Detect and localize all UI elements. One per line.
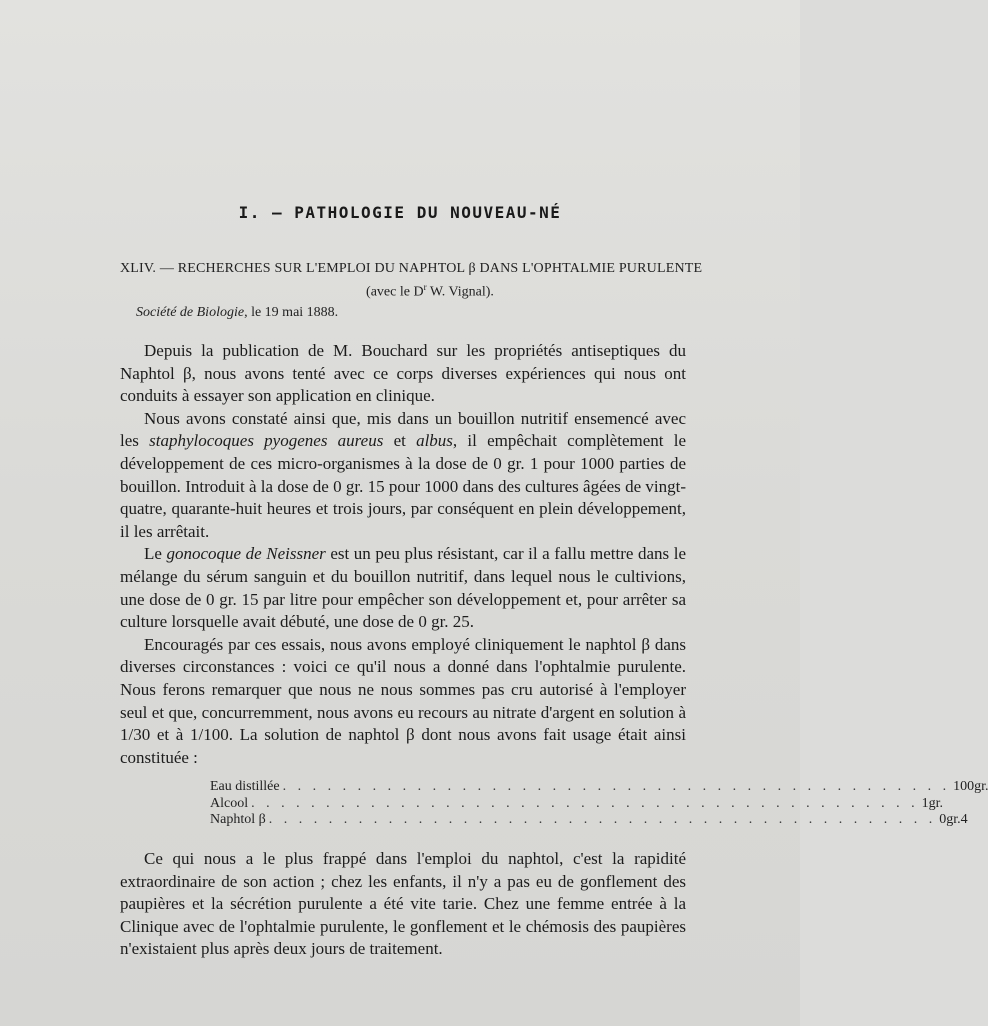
entry-heading	[120, 260, 703, 302]
paragraph-5: Ce qui nous a le plus frappé dans l'emploi du naphtol, c'est la rapidité extraordinaire de son action ; chez les enfants, il n'y a pas eu de gonflement des paupières et la sécrétion purulente a été vite tarie. Chez une femme entrée à la Clinique avec de l'ophtalmie purulente, le gonflement et le chémosis des paupières n'existaient plus après deux jours de traitement.	[120, 849, 686, 959]
formula-table	[210, 779, 988, 829]
paragraph-3: Le gonocoque de Neissner est un peu plus résistant, car il a fallu mettre dans le mélange du sérum sanguin et du bouillon nutritif, dans lequel nous le cultivions, une dose de 0 gr. 15 par litre pour empêcher son développement et, pour arrêter sa culture lorsquelle avait débuté, une dose de 0 gr. 25.	[120, 544, 687, 632]
body-text	[120, 340, 686, 769]
entry-title: XLIV. — RECHERCHES SUR L'EMPLOI DU NAPHTOL β DANS L'OPHTALMIE PURULENTE	[120, 261, 703, 276]
source-citation	[136, 305, 338, 321]
leader-dots: . . . . . . . . . . . . . . . . . . . . . . . . . . . . . . . . . . . . . . . . . . . . .	[282, 779, 951, 794]
paragraph-2: Nous avons constaté ainsi que, mis dans un bouillon nutritif ensemencé avec les staphylocoques pyogenes aureus et albus, il empêchait complètement le développement de ces micro-organismes à la dose de 0 gr. 1 pour 1000 parties de bouillon. Introduit à la dose de 0 gr. 15 pour 1000 dans des cultures âgées de vingt-quatre, quarante-huit heures et trois jours, par conséquent en plein développement, il les arrêtait.	[120, 408, 686, 541]
formula-quantity: 0gr.4	[939, 812, 968, 827]
formula-ingredient: Naphtol β	[210, 812, 266, 827]
formula-quantity: 1gr.	[921, 795, 943, 811]
formula-ingredient: Eau distillée	[210, 779, 280, 794]
formula-row	[210, 795, 943, 813]
entry-coauthor: (avec le $D^r$ W. Vignal).	[366, 282, 494, 300]
paragraph-1: Depuis la publication de M. Bouchard sur les propriétés antiseptiques du Naphtol β, nous avons tenté avec ce corps diverses expériences qui nous ont conduits à essayer son application en clinique.	[120, 341, 686, 406]
leader-dots: . . . . . . . . . . . . . . . . . . . . . . . . . . . . . . . . . . . . . . . . . . . . .	[251, 795, 919, 811]
journal-name: Société de Biologie	[136, 305, 245, 320]
section-title: I. — PATHOLOGIE DU NOUVEAU-NÉ	[238, 203, 562, 222]
paragraph-4: Encouragés par ces essais, nous avons employé cliniquement le naphtol β dans diverses circonstances : voici ce qu'il nous a donné dans l'ophtalmie purulente. Nous ferons remarquer que nous ne nous sommes pas cru autorisé à l'employer seul et que, concurremment, nous avons eu recours au nitrate d'argent en solution à 1/30 et à 1/100. La solution de naphtol β dont nous avons fait usage était ainsi constituée :	[120, 634, 686, 767]
body-text-continued	[120, 848, 686, 961]
leader-dots: . . . . . . . . . . . . . . . . . . . . . . . . . . . . . . . . . . . . . . . . . . . . .	[268, 812, 937, 827]
formula-quantity: 100gr.	[953, 779, 988, 794]
formula-ingredient: Alcool	[210, 795, 249, 811]
formula-row	[210, 812, 968, 829]
source-date: , le 19 mai 1888.	[244, 305, 339, 320]
formula-row	[210, 779, 988, 796]
